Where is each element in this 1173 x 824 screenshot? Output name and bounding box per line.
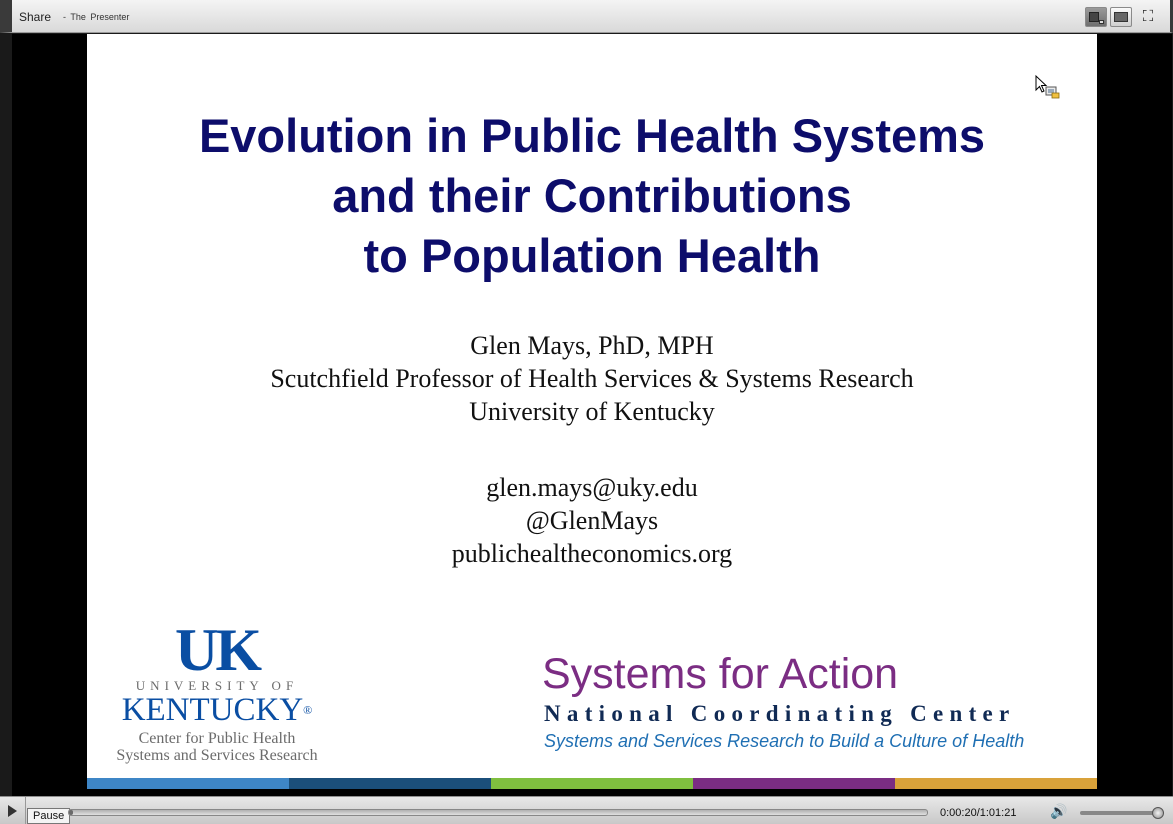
stripe-segment xyxy=(693,778,895,789)
fullscreen-button[interactable] xyxy=(1139,8,1157,26)
uk-kentucky-wordmark: KENTUCKY® xyxy=(121,692,313,728)
presenter-label: - The Presenter xyxy=(63,12,130,22)
author-name: Glen Mays, PhD, MPH xyxy=(470,331,714,360)
pause-tooltip: Pause xyxy=(27,808,70,824)
volume-icon[interactable]: 🔊 xyxy=(1050,803,1068,819)
seek-bar[interactable] xyxy=(68,809,928,816)
sfa-tagline: Systems and Services Research to Build a Culture of Health xyxy=(544,731,1025,751)
slide-title-line: and their Contributions xyxy=(332,169,852,222)
volume-slider[interactable] xyxy=(1080,811,1164,815)
presentation-stage xyxy=(12,34,1172,796)
color-stripe xyxy=(87,778,1097,789)
contact-block xyxy=(87,471,1097,570)
uk-center-name: Center for Public Health Systems and Services Research xyxy=(116,730,318,764)
seek-progress xyxy=(69,810,73,815)
share-titlebar xyxy=(0,0,1173,33)
time-display: 0:00:20/1:01:21 xyxy=(940,807,1017,819)
screen-view-icon xyxy=(1114,12,1128,22)
stripe-segment xyxy=(87,778,289,789)
view-with-thumbnail-button[interactable] xyxy=(1085,7,1107,27)
contact-website: publichealtheconomics.org xyxy=(451,539,733,568)
play-button[interactable] xyxy=(0,797,26,824)
play-icon xyxy=(8,805,17,817)
uk-university-of: UNIVERSITY OF xyxy=(135,678,299,693)
stripe-segment xyxy=(491,778,693,789)
slide-title-line: to Population Health xyxy=(363,229,821,282)
uk-logo xyxy=(107,617,327,772)
uk-mark: UK xyxy=(175,617,259,683)
slide xyxy=(87,34,1097,789)
stripe-segment xyxy=(895,778,1097,789)
sfa-subtitle: National Coordinating Center xyxy=(544,701,1016,726)
playback-control-bar xyxy=(0,796,1173,824)
view-full-screen-share-button[interactable] xyxy=(1110,7,1132,27)
volume-knob[interactable] xyxy=(1152,807,1164,819)
contact-email: glen.mays@uky.edu xyxy=(486,473,698,502)
thumbnail-view-icon xyxy=(1089,12,1099,22)
stripe-segment xyxy=(289,778,491,789)
author-block xyxy=(87,329,1097,428)
author-position: Scutchfield Professor of Health Services & Systems Research xyxy=(270,364,914,393)
contact-twitter: @GlenMays xyxy=(525,506,659,535)
presenter-cursor-icon xyxy=(1034,74,1062,102)
slide-title-line: Evolution in Public Health Systems xyxy=(198,109,986,162)
sfa-title: Systems for Action xyxy=(542,650,899,698)
share-title: Share xyxy=(19,10,52,24)
slide-title xyxy=(87,106,1097,286)
systems-for-action-logo xyxy=(542,649,1072,769)
expand-icon: ⛶ xyxy=(1142,8,1154,25)
author-institution: University of Kentucky xyxy=(469,397,715,426)
